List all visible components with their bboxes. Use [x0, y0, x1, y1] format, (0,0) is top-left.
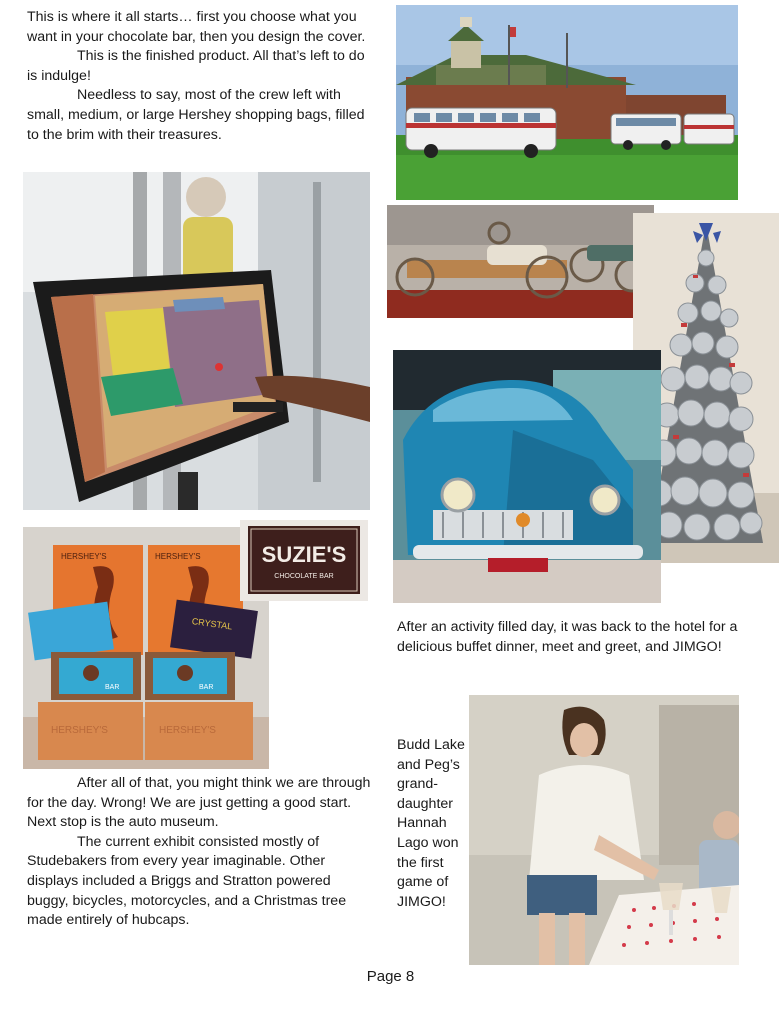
kiosk-photo [23, 172, 370, 510]
museum-building-photo [396, 5, 738, 200]
chocolate-brand-text: SUZIE'S [261, 542, 347, 567]
bag-brand-label-left: HERSHEY'S [61, 552, 107, 561]
jimgo-game-photo [469, 695, 739, 965]
intro-paragraph-1: This is where it all starts… first you choose what you want in your chocolate bar, then you design the cover. [27, 9, 366, 45]
museum-paragraph-2: The current exhibit consisted mostly of Studebakers from every year imaginable. Other displays included a Briggs and Stratton powered buggy, bicycles, motorcycles, and a Christmas tree made entirely of hubcaps. [27, 833, 347, 929]
hotel-text [397, 618, 742, 657]
chocolate-subtitle-text: CHOCOLATE BAR [274, 573, 334, 580]
tin-label: CRYSTAL [191, 616, 233, 632]
intro-paragraph-3: Needless to say, most of the crew left with small, medium, or large Hershey shopping bags, filled to the brim with their treasures. [27, 87, 365, 143]
jimgo-caption [397, 736, 467, 912]
museum-text [27, 774, 372, 931]
chocolate-products-photo [23, 527, 269, 769]
box-label-left: HERSHEY'S [51, 725, 108, 736]
jimgo-caption-text: Budd Lake and Peg’s grand-daughter Hannah Lago won the first game of JIMGO! [397, 737, 465, 910]
museum-paragraph-1: After all of that, you might think we are through for the day. Wrong! We are just getting a good start. Next stop is the auto museum. [27, 775, 371, 831]
bag-brand-label-right: HERSHEY'S [155, 552, 201, 561]
intro-paragraph-2: This is the finished product. All that’s left to do is indulge! [27, 48, 365, 84]
page-number: Page 8 [366, 968, 415, 985]
intro-text [27, 8, 372, 145]
chocolate-bar-label-photo [240, 520, 368, 601]
blue-car-photo [393, 350, 661, 603]
bar-label-left: BAR [105, 684, 120, 691]
buggy-photo [387, 205, 654, 318]
hotel-paragraph-1: After an activity filled day, it was back to the hotel for a delicious buffet dinner, meet and greet, and JIMGO! [397, 619, 738, 655]
bar-label-right: BAR [199, 684, 214, 691]
box-label-right: HERSHEY'S [159, 725, 216, 736]
